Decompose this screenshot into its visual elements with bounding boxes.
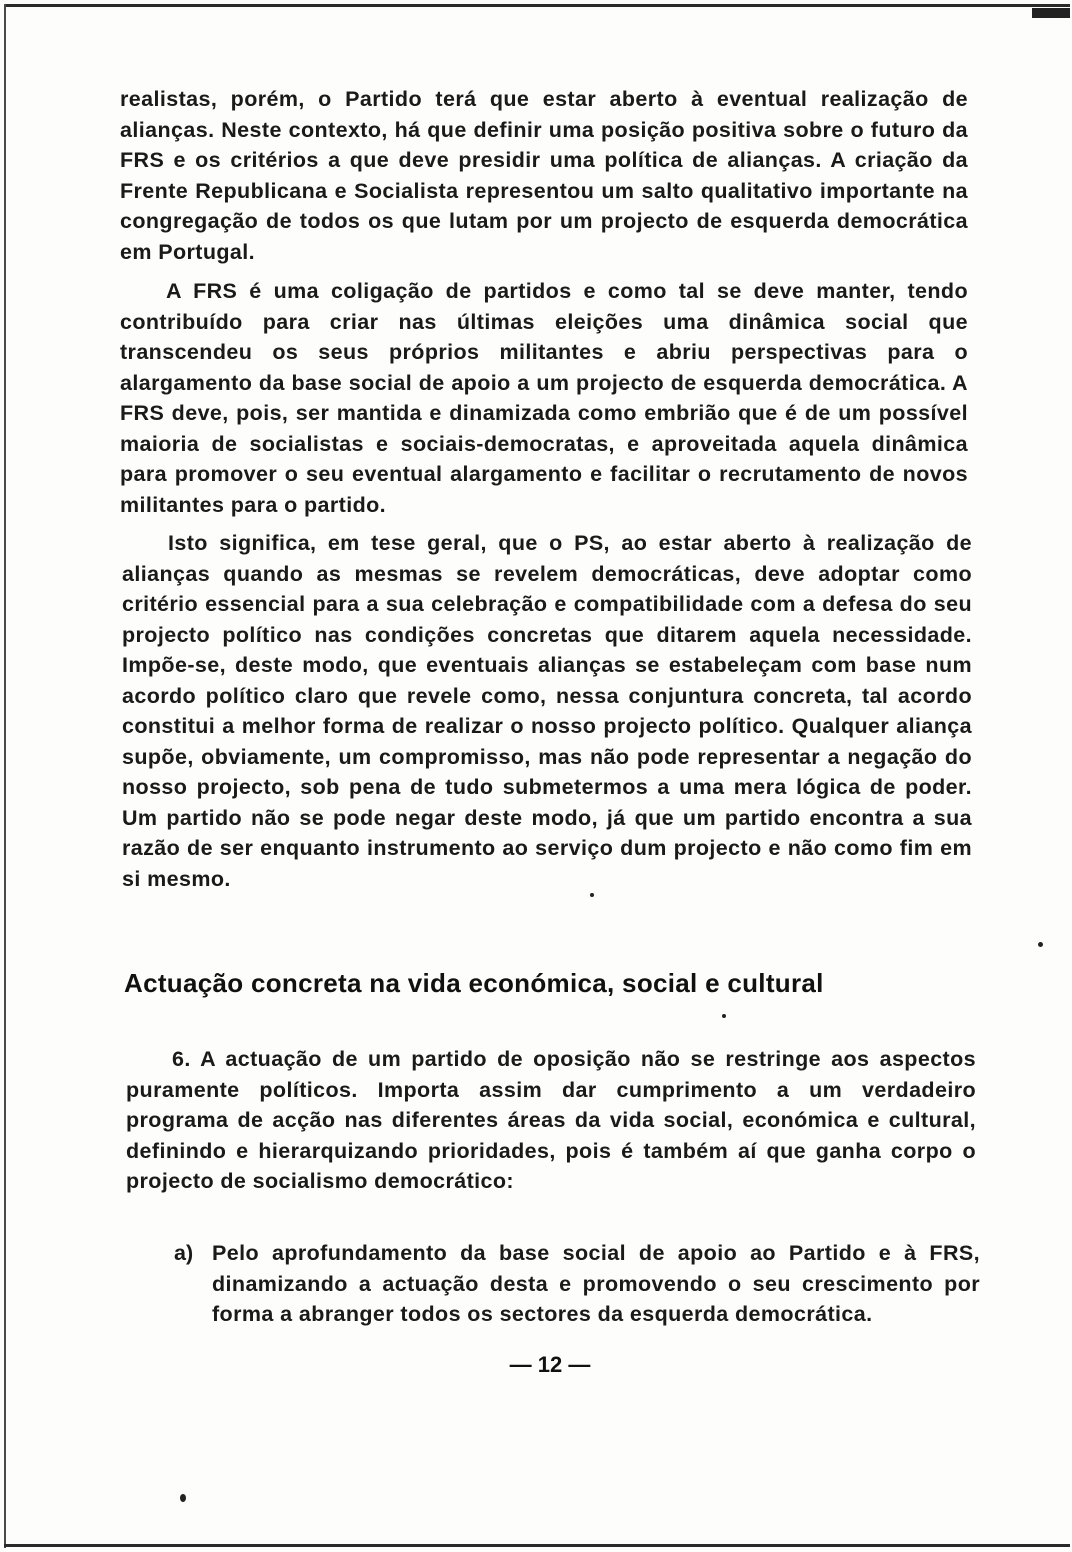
list-item-marker: a) [174, 1241, 194, 1265]
scan-speck [590, 893, 594, 897]
scan-mark [1032, 8, 1070, 18]
paragraph-alliance-criteria: Isto significa, em tese geral, que o PS, ao estar aberto à realização de alianças quando as mesmas se revelem democráticas, deve adoptar como critério essencial para a sua celebração e compatibilidade com a defesa do seu projecto político nas condições concretas que ditarem aquela necessidade. Impõe-se, deste modo, que eventuais alianças se estabeleçam com base num acordo político claro que revele como, nessa conjuntura concreta, tal acordo constitui a melhor forma de realizar o nosso projecto político. Qualquer aliança supõe, obviamente, um compromisso, mas não pode representar a negação do nosso projecto, sob pena de tudo submetermos a uma mera lógica de poder. Um partido não se pode negar deste modo, já que um partido encontra a sua razão de ser enquanto instrumento ao serviço dum projecto e não como fim em si mesmo. [122, 531, 972, 891]
paragraph-section-6: 6. A actuação de um partido de oposição não se restringe aos aspectos puramente políticos. Importa assim dar cumprimento a um verdadeiro programa de acção nas diferentes áreas da vida social, económica e cultural, definindo e hierarquizando prioridades, pois é também aí que ganha corpo o projecto de socialismo democrático: [126, 1047, 976, 1193]
page-number: — 12 — [509, 1352, 591, 1377]
list-item-text: Pelo aprofundamento da base social de apoio ao Partido e à FRS, dinamizando a actuação desta e promovendo o seu crescimento por forma a abranger todos os sectores da esquerda democrática. [212, 1241, 980, 1326]
section-heading: Actuação concreta na vida económica, social e cultural [124, 968, 824, 998]
scan-edge-left [4, 4, 6, 1548]
paragraph-frs-coalition: A FRS é uma coligação de partidos e como tal se deve manter, tendo contribuído para criar nas últimas eleições uma dinâmica social que transcendeu os seus próprios militantes e abriu perspectivas para o alargamento da base social de apoio a um projecto de esquerda democrática. A FRS deve, pois, ser mantida e dinamizada como embrião que é de um possível maioria de socialistas e sociais-democratas, e aproveitada aquela dinâmica para promover o seu eventual alargamento e facilitar o recrutamento de novos militantes para o partido. [120, 279, 968, 517]
scan-edge-bottom [4, 1544, 1070, 1547]
paragraph-alliances-intro: realistas, porém, o Partido terá que estar aberto à eventual realização de alianças. Neste contexto, há que definir uma posição positiva sobre o futuro da FRS e os critérios a que deve presidir uma política de alianças. A criação da Frente Republicana e Socialista representou um salto qualitativo importante na congregação de todos os que lutam por um projecto de esquerda democrática em Portugal. [120, 87, 968, 264]
scan-speck [180, 1494, 186, 1502]
scan-speck [1038, 942, 1043, 947]
scan-speck [722, 1014, 726, 1018]
scan-edge-top [4, 4, 1070, 7]
